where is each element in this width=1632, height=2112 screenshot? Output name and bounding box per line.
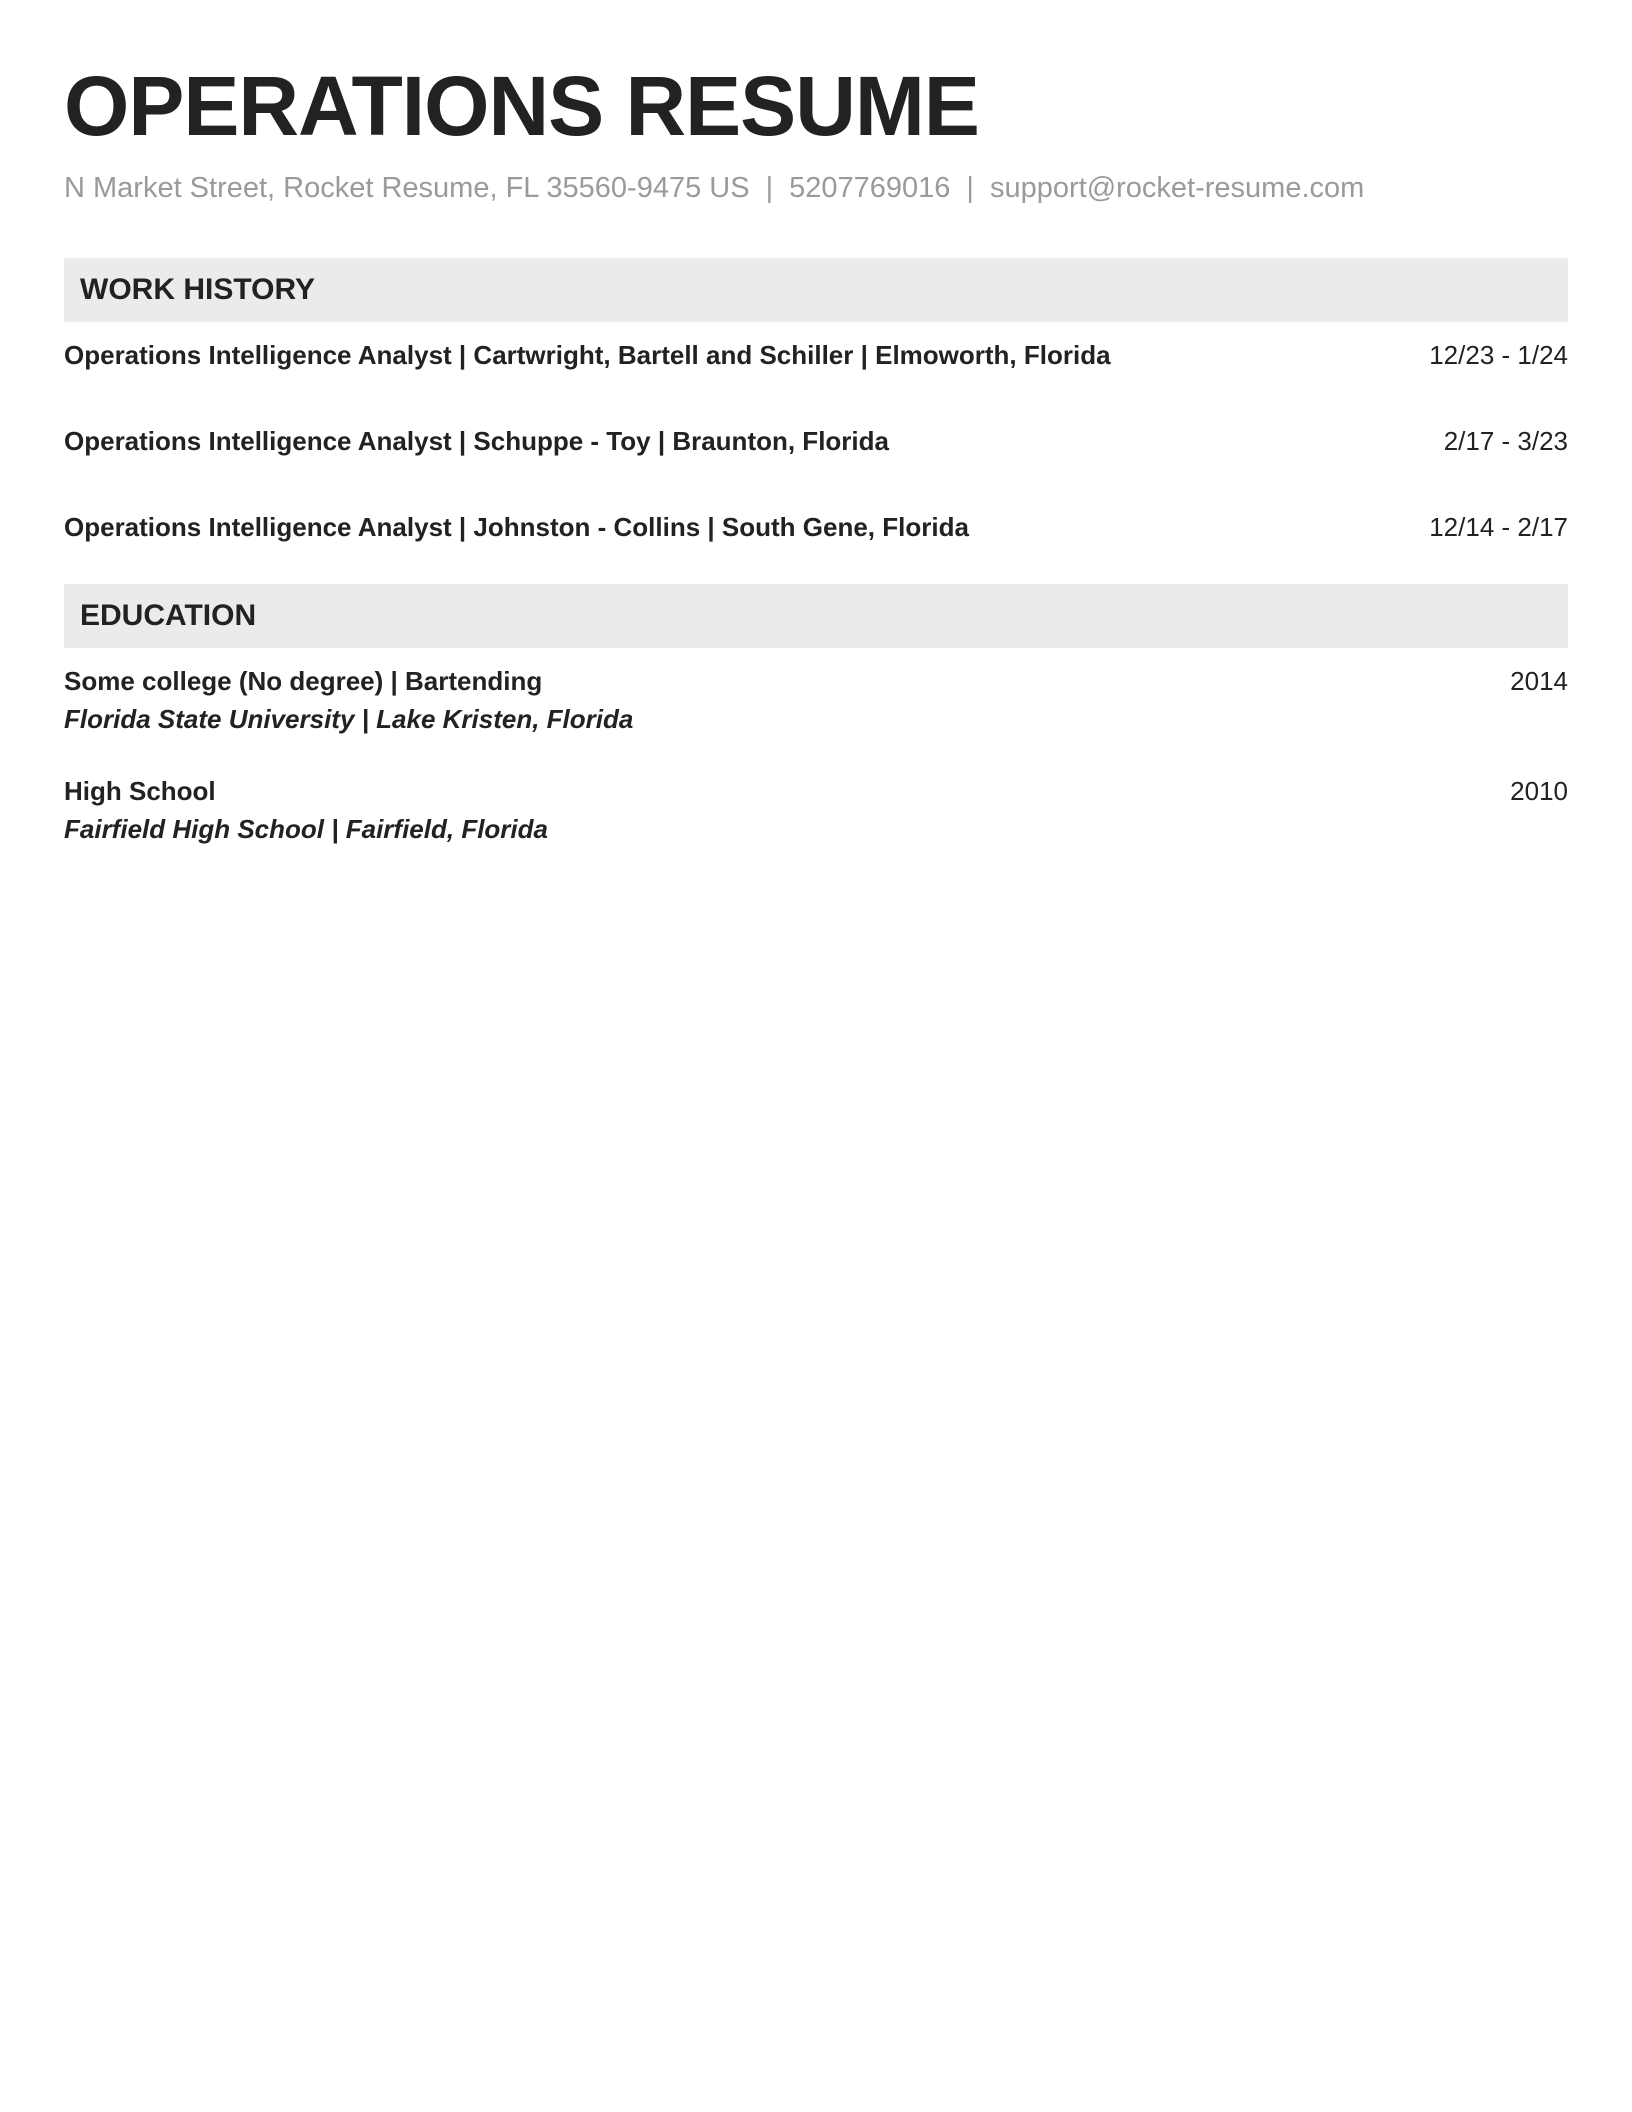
job-dates: 2/17 - 3/23 xyxy=(1443,426,1568,456)
job-entry xyxy=(64,424,1568,458)
school-line: Fairfield High School | Fairfield, Florida xyxy=(64,814,548,844)
degree-line: High School xyxy=(64,776,216,806)
contact-email: support@rocket-resume.com xyxy=(989,172,1365,204)
resume-title: OPERATIONS RESUME xyxy=(64,59,979,153)
contact-separator: | xyxy=(765,172,774,204)
work-history-header: WORK HISTORY xyxy=(64,258,1568,322)
job-title-line: Operations Intelligence Analyst | Cartwright, Bartell and Schiller | Elmoworth, Florida xyxy=(64,340,1111,370)
job-title-line: Operations Intelligence Analyst | Schuppe - Toy | Braunton, Florida xyxy=(64,426,889,456)
education-entry xyxy=(64,774,1568,846)
contact-address: N Market Street, Rocket Resume, FL 35560-9475 US xyxy=(64,172,750,204)
contact-phone: 5207769016 xyxy=(789,172,951,204)
education-year: 2010 xyxy=(1510,776,1568,806)
education-header: EDUCATION xyxy=(64,584,1568,648)
education-entry xyxy=(64,664,1568,736)
job-dates: 12/14 - 2/17 xyxy=(1429,512,1568,542)
job-entry xyxy=(64,510,1568,544)
education-year: 2014 xyxy=(1510,666,1568,696)
resume-page xyxy=(64,56,1568,846)
contact-line xyxy=(64,170,1568,206)
job-entry xyxy=(64,338,1568,372)
job-title-line: Operations Intelligence Analyst | Johnston - Collins | South Gene, Florida xyxy=(64,512,969,542)
contact-separator: | xyxy=(966,172,974,204)
job-dates: 12/23 - 1/24 xyxy=(1429,340,1568,370)
school-line: Florida State University | Lake Kristen, Florida xyxy=(64,704,634,734)
degree-line: Some college (No degree) | Bartending xyxy=(64,666,543,696)
